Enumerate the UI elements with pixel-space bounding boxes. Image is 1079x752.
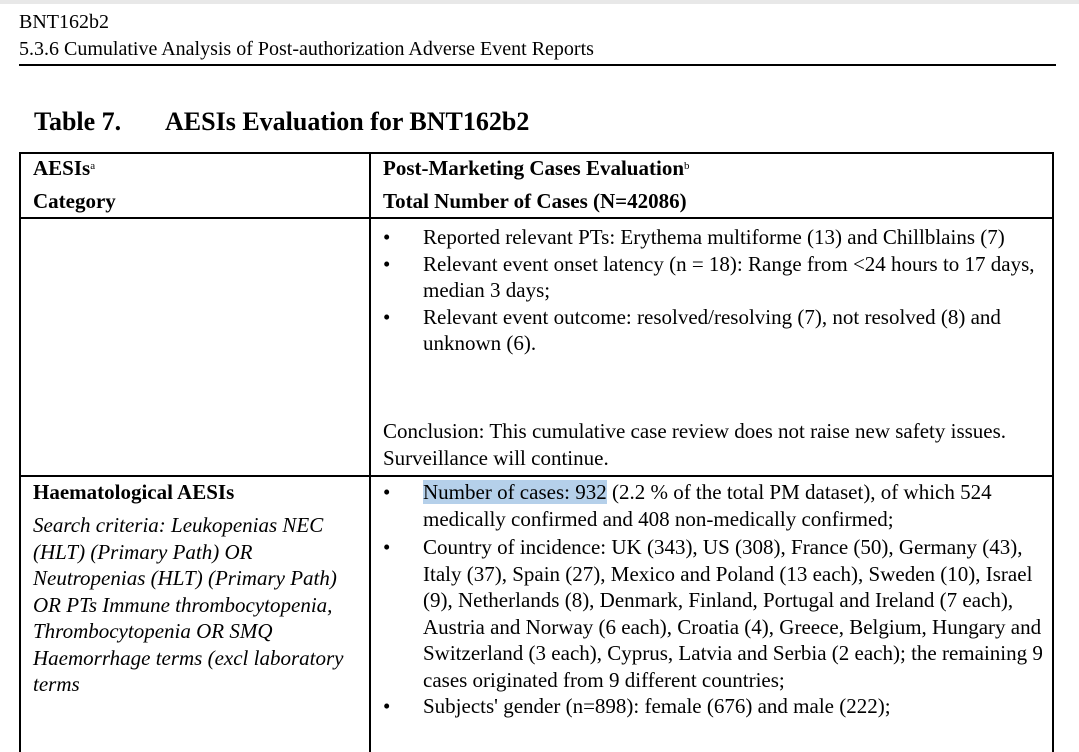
bullet-glyph: • [383,480,391,504]
col1-header [33,155,116,214]
bullet-glyph: • [383,225,391,249]
col2-header [383,155,690,214]
table-caption-title: AESIs Evaluation for BNT162b2 [165,107,530,136]
row2-bullet-gender: Subjects' gender (n=898): female (676) and male (222); [423,694,891,718]
row1-bullet-list [383,224,1043,357]
row1-conclusion: Conclusion: This cumulative case review does not raise new safety issues. Surveillance will continue. [383,419,1007,470]
document-product-name: BNT162b2 [19,11,109,33]
table-caption-number: Table 7. [34,107,122,136]
row2-bullet-cases-rest: (2.2 % of the total PM dataset), of which 524 medically confirmed and 408 non-medically confirmed; [423,480,992,531]
row1-bullet-outcome: Relevant event outcome: resolved/resolving (7), not resolved (8) and unknown (6). [423,304,1001,355]
document-section-title: 5.3.6 Cumulative Analysis of Post-authorization Adverse Event Reports [19,38,594,60]
bullet-glyph: • [383,251,391,276]
col1-header-category: Category [33,188,116,213]
list-item [383,693,1043,720]
list-item [383,534,1043,693]
page-top-edge [0,0,1079,4]
col2-header-footnote: b [684,160,690,172]
col2-header-total: Total Number of Cases (N=42086) [383,188,687,213]
row1-bullet-latency: Relevant event onset latency (n = 18): Range from <24 hours to 17 days, median 3 days; [423,251,1035,302]
list-item [383,479,1043,532]
bullet-glyph: • [383,304,391,329]
col2-header-label: Post-Marketing Cases Evaluation [383,156,684,180]
highlighted-case-count[interactable]: Number of cases: 932 [423,480,607,504]
list-item [383,304,1043,357]
table-header-bottom-rule [19,217,1054,219]
bullet-glyph: • [383,694,391,718]
list-item [383,251,1043,304]
row2-category: Haematological AESIs [33,480,235,504]
row2-search-criteria: Search criteria: Leukopenias NEC (HLT) (Primary Path) OR Neutropenias (HLT) (Primary Path) OR PTs Immune thrombocytopenia, Thrombocytopenia OR SMQ Haemorrhage terms (excl laboratory terms [33,513,344,696]
row2-bullet-countries: Country of incidence: UK (343), US (308), France (50), Germany (43), Italy (37), Spain (27), Mexico and Poland (13 each), Sweden (10), Israel (9), Netherlands (8), Denmark, Finland, Portugal and Ireland (7 each), Austria and Norway (6 each), Croatia (4), Greece, Belgium, Hungary and Switzerland (3 each), Cyprus, Latvia and Serbia (2 each); the remaining 9 cases originated from 9 different countries; [423,535,1043,692]
table-column-divider [369,152,371,752]
table-row-divider [19,475,1054,477]
table-caption [34,106,529,138]
row1-bullet-pts: Reported relevant PTs: Erythema multiforme (13) and Chillblains (7) [423,225,1005,249]
bullet-glyph: • [383,535,391,559]
col1-header-label: AESIs [33,156,91,180]
col1-header-footnote: a [90,160,96,172]
header-rule [19,64,1056,66]
list-item [383,224,1043,251]
row2-bullet-list [383,479,1043,720]
